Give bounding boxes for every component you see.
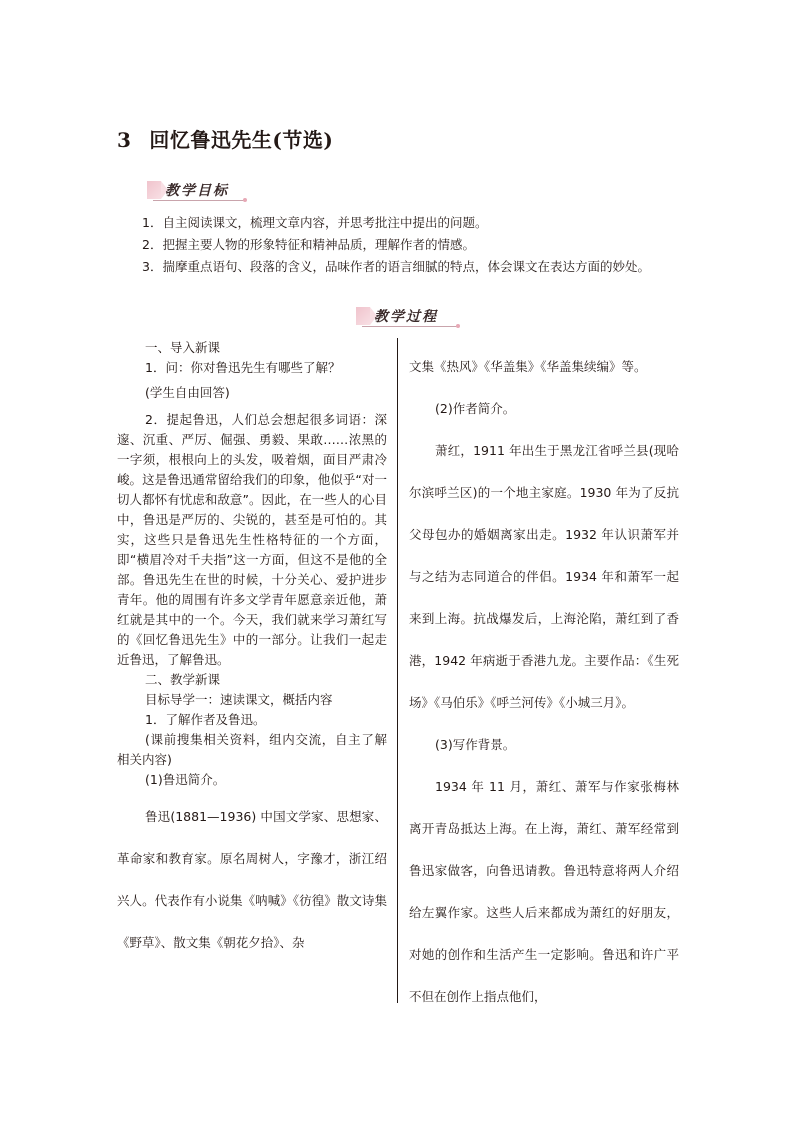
badge-dot: [243, 198, 247, 202]
section-label-goals: 教学目标: [165, 183, 229, 199]
goal-item: 1．自主阅读课文，梳理文章内容，并思考批注中提出的问题。: [142, 215, 488, 230]
heading-new-lesson: 二、教学新课: [145, 672, 221, 687]
lesson-title-text: 回忆鲁迅先生(节选): [149, 128, 334, 152]
lesson-title: [117, 124, 333, 153]
luxun-bio-paragraph: 鲁迅(1881—1936) 中国文学家、思想家、革命家和教育家。原名周树人，字豫才，浙江绍兴人。代表作有小说集《呐喊》《彷徨》散文诗集《野草》、散文集《朝花夕拾》、杂: [117, 809, 387, 950]
badge-dot: [456, 324, 460, 328]
student-answer-note: (学生自由回答): [145, 385, 230, 400]
background-paragraph: 1934 年 11 月，萧红、萧军与作家张梅林离开青岛抵达上海。在上海，萧红、萧军经常到鲁迅家做客，向鲁迅请教。鲁迅特意将两人介绍给左翼作家。这些人后来都成为萧红的好朋友，对她的创作和生活产生一定影响。鲁迅和许广平不但在创作上指点他们，: [409, 779, 679, 1004]
heading-intro: 一、导入新课: [145, 340, 221, 355]
subheading-background: (3)写作背景。: [435, 737, 516, 752]
badge-underline: [153, 200, 245, 201]
subheading-luxun: (1)鲁迅简介。: [145, 772, 226, 787]
badge-tab-shape: [147, 181, 161, 199]
intro-paragraph: 2．提起鲁迅，人们总会想起很多词语：深邃、沉重、严厉、倔强、勇毅、果敢……浓黑的一字须，根根向上的头发，吸着烟，面目严肃冷峻。这是鲁迅通常留给我们的印象，他似乎“对一切人都怀有忧虑和敌意”。因此，在一些人的心目中，鲁迅是严厉的、尖锐的，甚至是可怕的。其实，这些只是鲁迅先生性格特征的一个方面，即“横眉冷对千夫指”这一方面，但这不是他的全部。鲁迅先生在世的时候，十分关心、爱护进步青年。他的周围有许多文学青年愿意亲近他，萧红就是其中的一个。今天，我们就来学习萧红写的《回忆鲁迅先生》中的一部分。让我们一起走近鲁迅，了解鲁迅。: [117, 412, 387, 667]
left-column: [117, 338, 387, 964]
lesson-number: 3: [117, 128, 132, 152]
luxun-bio-continued: 文集《热风》《华盖集》《华盖集续编》等。: [409, 359, 647, 374]
teaching-goals: [117, 212, 682, 278]
question-item: 1．问：你对鲁迅先生有哪些了解？: [145, 360, 341, 375]
goal-item: 3．揣摩重点语句、段落的含义，品味作者的语言细腻的特点，体会课文在表达方面的妙处。: [142, 259, 650, 274]
badge-underline: [362, 326, 458, 327]
author-bio-paragraph: 萧红，1911 年出生于黑龙江省呼兰县(现哈尔滨呼兰区)的一个地主家庭。1930 年为了反抗父母包办的婚姻离家出走。1932 年认识萧军并与之结为志同道合的伴侣。1934 年和萧军一起来到上海。抗战爆发后，上海沦陷，萧红到了香港，1942 年病逝于香港九龙。主要作品：《生死场》《马伯乐》《呼兰河传》《小城三月》。: [409, 443, 679, 710]
badge-tab-shape: [356, 307, 370, 325]
task-note: (课前搜集相关资料，组内交流，自主了解相关内容): [117, 732, 387, 767]
goal-item: 2．把握主要人物的形象特征和精神品质，理解作者的情感。: [142, 237, 475, 252]
section-badge-goals: [147, 180, 257, 204]
subheading-author: (2)作者简介。: [435, 401, 516, 416]
section-label-process: 教学过程: [374, 309, 438, 325]
task-item: 1．了解作者及鲁迅。: [145, 712, 266, 727]
goal-guide-1: 目标导学一：速读课文，概括内容: [145, 692, 333, 707]
section-badge-process: [356, 306, 468, 330]
right-column: [409, 346, 679, 1018]
column-divider: [397, 338, 398, 1003]
